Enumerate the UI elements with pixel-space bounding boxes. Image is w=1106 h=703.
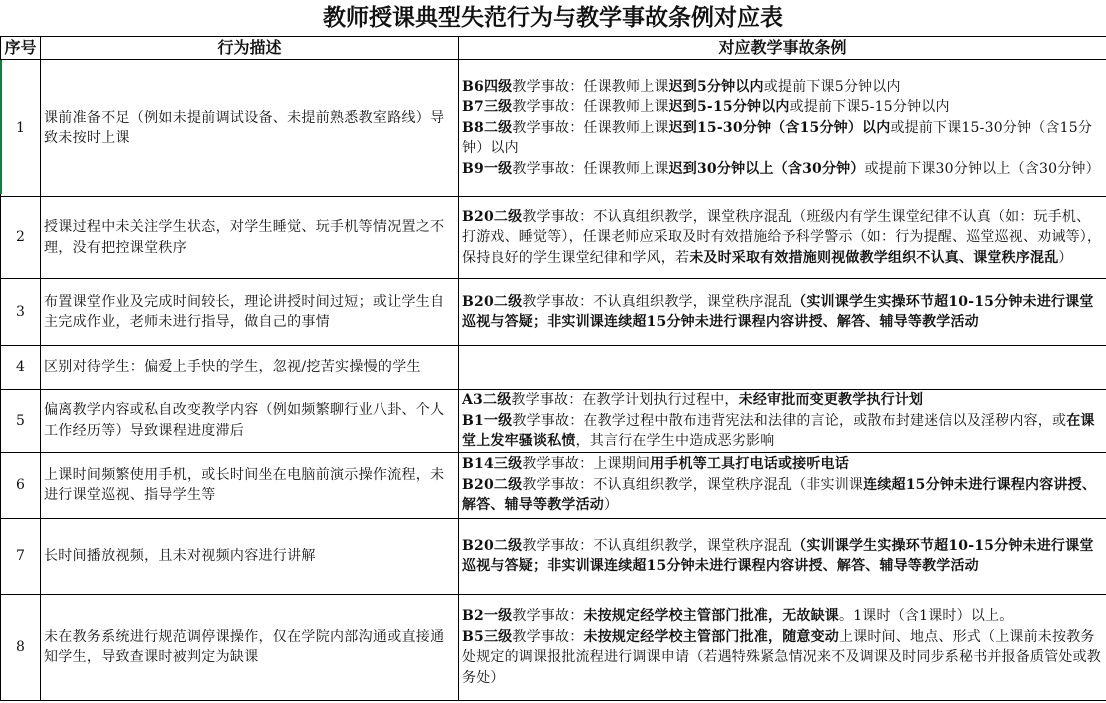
behavior-description: 长时间播放视频，且未对视频内容进行讲解: [41, 518, 459, 594]
clause-code: B20: [462, 476, 494, 493]
clause-text-tail: 或提前下课5分钟以内: [763, 78, 901, 95]
clause-emphasis: 连续超15分钟未进行课程内容讲授、解答、辅导等教学活动: [462, 476, 1097, 514]
clause-level: 二级: [483, 392, 512, 408]
clause-emphasis: 未经审批而变更教学执行计划: [738, 392, 924, 408]
clause-level: 三级: [483, 628, 513, 645]
accident-clauses: [459, 346, 1106, 390]
clause-emphasis: 迟到5-15分钟以内: [668, 99, 790, 116]
table-row: [1, 197, 1106, 279]
behavior-description: 布置课堂作业及完成时间较长，理论讲授时间过短；或让学生自主完成作业，老师未进行指导，做自己的事情: [41, 279, 459, 346]
clause-level: 一级: [483, 412, 513, 429]
clause-item: [462, 411, 1103, 452]
accident-clauses: [459, 452, 1106, 518]
clause-level: 一级: [483, 160, 513, 177]
header-clause: 对应教学事故条例: [459, 37, 1106, 60]
mapping-table: [0, 36, 1106, 701]
behavior-description: 区别对待学生：偏爱上手快的学生，忽视/挖苦实操慢的学生: [41, 346, 459, 390]
row-number: 2: [1, 197, 41, 279]
behavior-description: 偏离教学内容或私自改变教学内容（例如频繁聊行业八卦、个人工作经历等）导致课程进度滞后: [41, 390, 459, 453]
clause-code: B6: [462, 78, 484, 95]
clause-item: [462, 97, 1103, 118]
clause-code: B20: [462, 537, 494, 554]
clause-level: 二级: [493, 208, 523, 225]
clause-item: [462, 475, 1103, 516]
clause-code: B7: [462, 99, 484, 116]
clause-code: B1: [462, 412, 484, 429]
clause-item: [462, 536, 1103, 577]
clause-level: 三级: [483, 99, 513, 116]
row-number: 5: [1, 390, 41, 453]
page-title: 教师授课典型失范行为与教学事故条例对应表: [323, 5, 783, 31]
clause-item: [462, 606, 1103, 627]
clause-code: B20: [462, 293, 494, 310]
clause-item: [462, 159, 1103, 180]
clause-level: 二级: [483, 119, 513, 136]
behavior-description: 上课时间频繁使用手机，或长时间坐在电脑前演示操作流程，未进行课堂巡视、指导学生等: [41, 452, 459, 518]
table-row: [1, 452, 1106, 518]
clause-text-tail: ）: [604, 497, 619, 514]
clause-text-tail: 或提前下课5-15分钟以内: [789, 99, 950, 116]
accident-clauses: [459, 518, 1106, 594]
clause-emphasis: 未按规定经学校主管部门批准，随意变动: [583, 628, 839, 645]
clause-emphasis: 在课堂上发牢骚谈私愤: [462, 412, 1095, 449]
table-row: [1, 390, 1106, 453]
behavior-description: 授课过程中未关注学生状态，对学生睡觉、玩手机等情况置之不理，没有把控课堂秩序: [41, 197, 459, 279]
clause-item: [462, 118, 1103, 159]
header-row: [1, 37, 1106, 60]
clause-text-tail: 或提前下课15-30分钟（含15分钟）以内: [462, 119, 1093, 157]
behavior-description: 未在教务系统进行规范调停课操作，仅在学院内部沟通或直接通知学生，导致查课时被判定为缺课: [41, 594, 459, 700]
selection-indicator: [0, 60, 2, 194]
clause-emphasis: 迟到15-30分钟（含15分钟）以内: [668, 119, 891, 136]
clause-code: B2: [462, 608, 484, 624]
clause-emphasis: 未及时采取有效措施则视做教学组织不认真、课堂秩序混乱: [689, 249, 1059, 266]
clause-text: 教学事故：不认真组织教学，课堂秩序混乱: [522, 293, 793, 310]
clause-emphasis: （实训课学生实操环节超10-15分钟未进行课堂巡视与答疑；非实训课连续超15分钟未进行课程内容讲授、解答、辅导等教学活动: [462, 537, 1094, 574]
clause-emphasis: 用手机等工具打电话或接听电话: [650, 456, 849, 473]
table-row: [1, 279, 1106, 346]
table-row: [1, 346, 1106, 390]
clause-emphasis: （实训课学生实操环节超10-15分钟未进行课堂巡视与答疑；非实训课连续超15分钟未进行课程内容讲授、解答、辅导等教学活动: [462, 293, 1094, 330]
row-number: 7: [1, 518, 41, 594]
clause-code: B20: [462, 208, 494, 225]
clause-level: 三级: [493, 456, 523, 473]
behavior-description: 课前准备不足（例如未提前调试设备、未提前熟悉教室路线）导致未按时上课: [41, 60, 459, 197]
header-num: 序号: [1, 37, 41, 60]
clause-text-tail: 。1课时（含1课时）以上。: [839, 608, 1014, 624]
row-number: 1: [1, 60, 41, 197]
clause-text-tail: 上课时间、地点、形式（上课前未按教务处规定的调课报批流程进行调课申请（若遇特殊紧急情况来不及调课及时同步系秘书并报备质管处或教务处）: [462, 628, 1101, 686]
clause-text-tail: ，其言行在学生中造成恶劣影响: [575, 433, 775, 449]
clause-code: A3: [462, 392, 484, 408]
clause-text: 教学事故：不认真组织教学，课堂秩序混乱（班级内有学生课堂纪律不认真（如：玩手机、打游戏、睡觉等），任课老师应采取及时有效措施给予科学警示（如：行为提醒、巡堂巡视、劝诫等），保持良好的学生课堂纪律和学风，若: [462, 208, 1102, 266]
clause-text-tail: 或提前下课30分钟以上（含30分钟）: [864, 160, 1100, 177]
accident-clauses: [459, 390, 1106, 453]
clause-text: 教学事故：不认真组织教学，课堂秩序混乱（非实训课: [522, 476, 864, 493]
clause-level: 一级: [483, 608, 513, 624]
clause-item: [462, 390, 1103, 411]
table-row: [1, 518, 1106, 594]
clause-text: 教学事故：: [512, 628, 584, 645]
clause-text: 教学事故：任课教师上课: [512, 78, 669, 95]
clause-emphasis: 迟到30分钟以上（含30分钟）: [668, 160, 865, 177]
header-desc: 行为描述: [41, 37, 459, 60]
accident-clauses: [459, 279, 1106, 346]
clause-level: 二级: [493, 476, 523, 493]
clause-emphasis: 迟到5分钟以内: [668, 78, 764, 95]
clause-text: 教学事故：任课教师上课: [512, 119, 669, 136]
clause-level: 四级: [483, 78, 513, 95]
clause-item: [462, 454, 1103, 475]
clause-text: 教学事故：: [512, 608, 584, 624]
clause-code: B14: [462, 456, 494, 473]
clause-text: 教学事故：在教学过程中散布违背宪法和法律的言论，或散布封建迷信以及淫秽内容，或: [512, 412, 1067, 429]
clause-text: 教学事故：在教学计划执行过程中，: [511, 392, 739, 408]
table-row: [1, 60, 1106, 197]
row-number: 8: [1, 594, 41, 700]
clause-text: 教学事故：不认真组织教学，课堂秩序混乱: [522, 537, 793, 554]
clause-level: 二级: [493, 537, 523, 554]
clause-item: [462, 77, 1103, 98]
row-number: 6: [1, 452, 41, 518]
row-number: 4: [1, 346, 41, 390]
clause-code: B8: [462, 119, 484, 136]
clause-text: 教学事故：上课期间: [522, 456, 651, 473]
clause-emphasis: 未按规定经学校主管部门批准，无故缺课: [583, 608, 839, 624]
table-row: [1, 594, 1106, 700]
accident-clauses: [459, 60, 1106, 197]
clause-level: 二级: [493, 293, 523, 310]
clause-item: [462, 207, 1103, 269]
clause-code: B5: [462, 628, 484, 645]
clause-code: B9: [462, 160, 484, 177]
accident-clauses: [459, 594, 1106, 700]
clause-text: 教学事故：任课教师上课: [512, 99, 669, 116]
clause-item: [462, 292, 1103, 333]
accident-clauses: [459, 197, 1106, 279]
clause-item: [462, 627, 1103, 689]
row-number: 3: [1, 279, 41, 346]
clause-text-tail: ）: [1058, 249, 1073, 266]
clause-text: 教学事故：任课教师上课: [512, 160, 669, 177]
